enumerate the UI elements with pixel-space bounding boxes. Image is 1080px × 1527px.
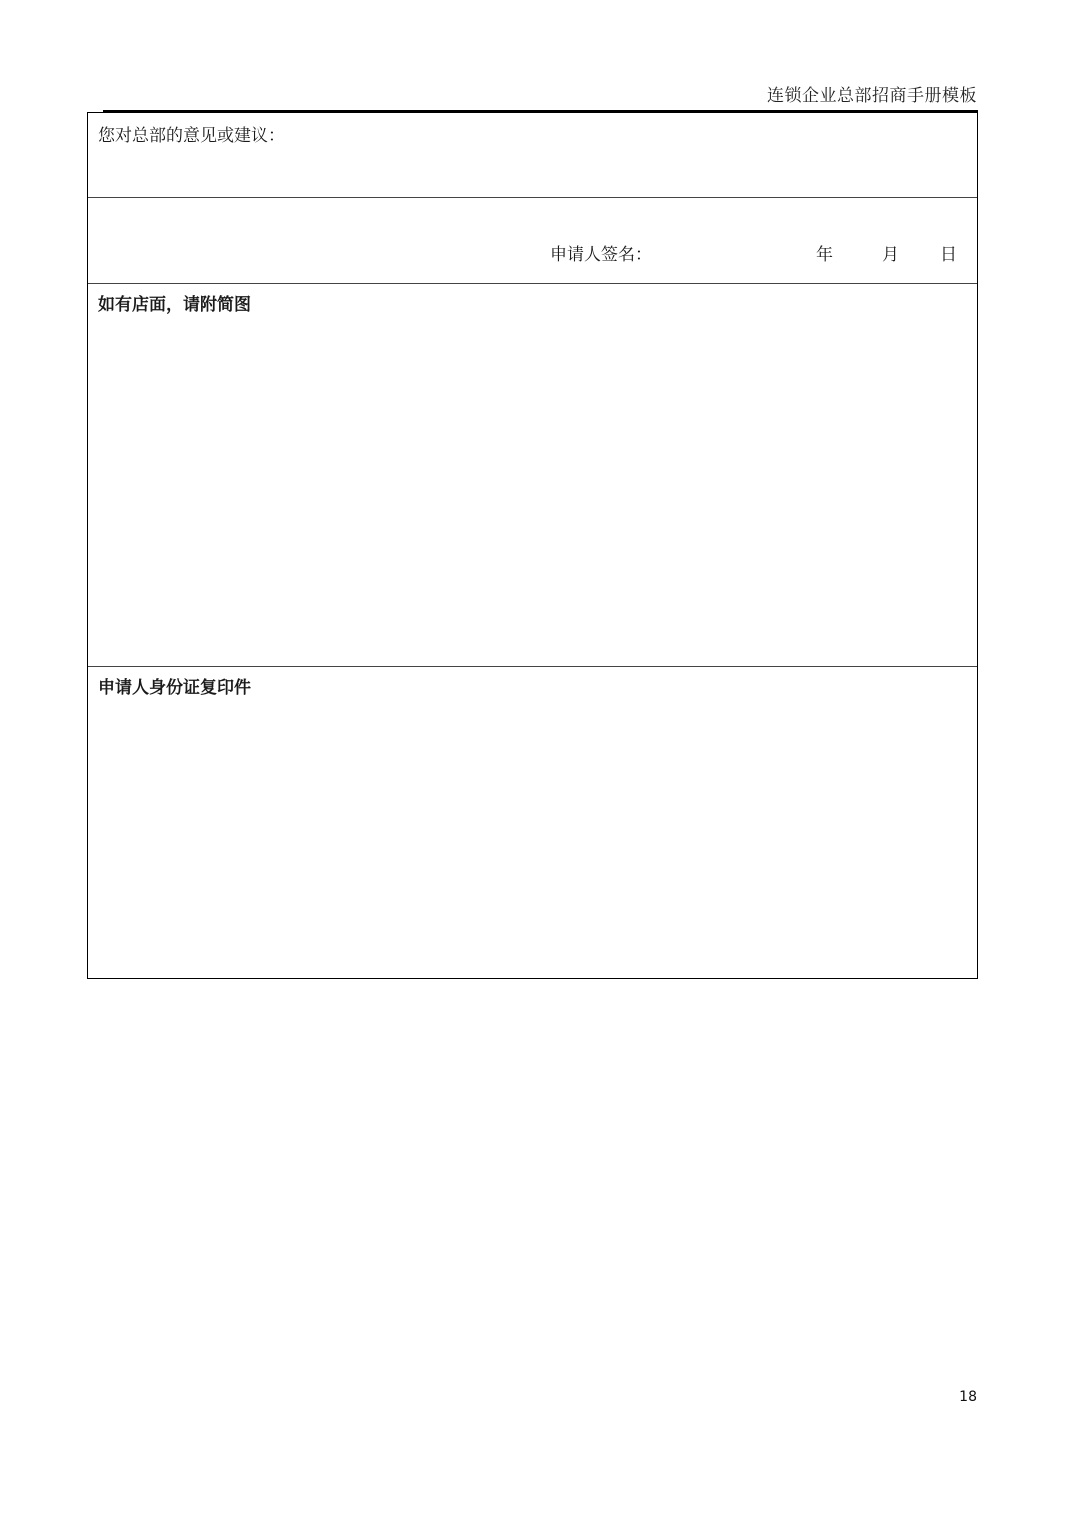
page-number: 18: [959, 1389, 977, 1405]
suggestions-row[interactable]: [88, 113, 977, 198]
document-header-title: 连锁企业总部招商手册模板: [767, 86, 977, 106]
id-copy-label: 申请人身份证复印件: [98, 678, 251, 698]
application-form-table: [87, 112, 978, 979]
suggestions-label: 您对总部的意见或建议：: [98, 126, 285, 146]
store-sketch-label: 如有店面，请附简图: [98, 295, 251, 315]
id-copy-row[interactable]: [88, 667, 977, 978]
date-year-label: 年: [816, 245, 833, 265]
date-month-label: 月: [882, 245, 899, 265]
date-day-label: 日: [940, 245, 957, 265]
signature-label: 申请人签名：: [550, 245, 652, 265]
signature-row[interactable]: [88, 198, 977, 284]
store-sketch-row[interactable]: [88, 284, 977, 667]
